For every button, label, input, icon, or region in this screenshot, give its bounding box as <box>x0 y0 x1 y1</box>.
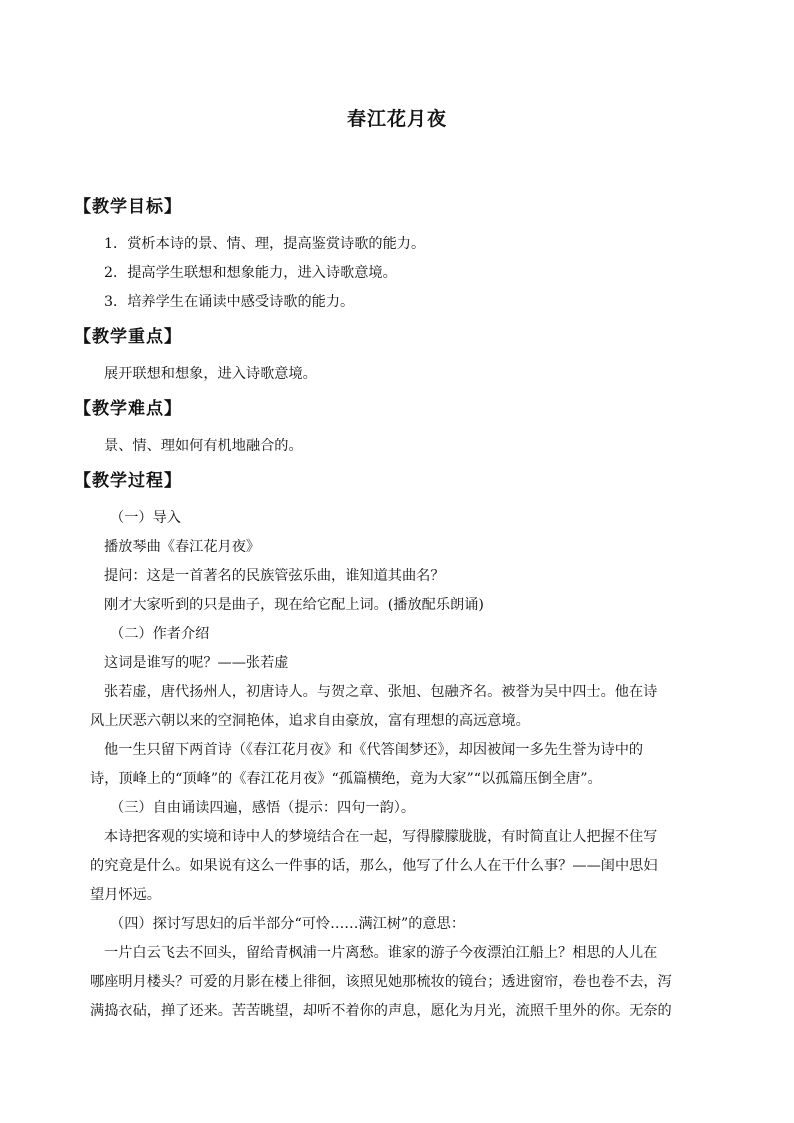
process-line: 提问：这是一首著名的民族管弦乐曲，谁知道其曲名？ <box>104 568 445 584</box>
objective-item: 2．提高学生联想和想象能力，进入诗歌意境。 <box>104 265 397 281</box>
process-line: （四）探讨写思妇的后半部分“可怜……满江树”的意思： <box>110 916 466 932</box>
process-line: 播放琴曲《春江花月夜》 <box>104 539 261 555</box>
heading-difficulties: 【教学难点】 <box>74 399 182 419</box>
process-line: （一）导入 <box>110 510 181 526</box>
difficulties-text: 景、情、理如何有机地融合的。 <box>104 438 303 454</box>
key-points-text: 展开联想和想象，进入诗歌意境。 <box>104 366 317 382</box>
process-line: 张若虚，唐代扬州人，初唐诗人。与贺之章、张旭、包融齐名。被誉为吴中四士。他在诗 <box>104 684 658 700</box>
process-line: 哪座明月楼头？可爱的月影在楼上徘徊，该照见她那梳妆的镜台；透进窗帘，卷也卷不去，泻 <box>90 974 672 990</box>
page-title: 春江花月夜 <box>346 108 447 130</box>
heading-key-points: 【教学重点】 <box>74 327 182 347</box>
objective-item: 3．培养学生在诵读中感受诗歌的能力。 <box>104 294 355 310</box>
process-line: 刚才大家听到的只是曲子，现在给它配上词。(播放配乐朗诵) <box>104 597 484 613</box>
heading-process: 【教学过程】 <box>74 471 182 491</box>
process-line: 一片白云飞去不回头，留给青枫浦一片离愁。谁家的游子今夜漂泊江船上？相思的人儿在 <box>104 945 658 961</box>
process-line: 的究竟是什么。如果说有这么一件事的话，那么，他写了什么人在干什么事？——闺中思妇 <box>90 858 658 874</box>
process-line: （三）自由诵读四遍，感悟（提示：四句一韵）。 <box>110 800 416 816</box>
process-line: 这词是谁写的呢？——张若虚 <box>104 655 289 671</box>
process-line: 望月怀远。 <box>90 887 161 903</box>
process-line: （二）作者介绍 <box>110 626 210 642</box>
process-line: 风上厌恶六朝以来的空洞艳体，追求自由豪放，富有理想的高远意境。 <box>90 713 530 729</box>
process-line: 满捣衣砧，掸了还来。苦苦眺望，却听不着你的声息，愿化为月光，流照千里外的你。无奈的 <box>90 1003 672 1019</box>
process-line: 本诗把客观的实境和诗中人的梦境结合在一起，写得朦朦胧胧，有时简直让人把握不住写 <box>104 829 658 845</box>
process-line: 诗，顶峰上的“顶峰”的《春江花月夜》“孤篇横绝，竟为大家”“以孤篇压倒全唐”。 <box>90 771 602 787</box>
objective-item: 1．赏析本诗的景、情、理，提高鉴赏诗歌的能力。 <box>104 236 426 252</box>
heading-objectives: 【教学目标】 <box>74 197 182 217</box>
process-line: 他一生只留下两首诗（《春江花月夜》和《代答闺梦还》，却因被闻一多先生誉为诗中的 <box>104 742 644 758</box>
